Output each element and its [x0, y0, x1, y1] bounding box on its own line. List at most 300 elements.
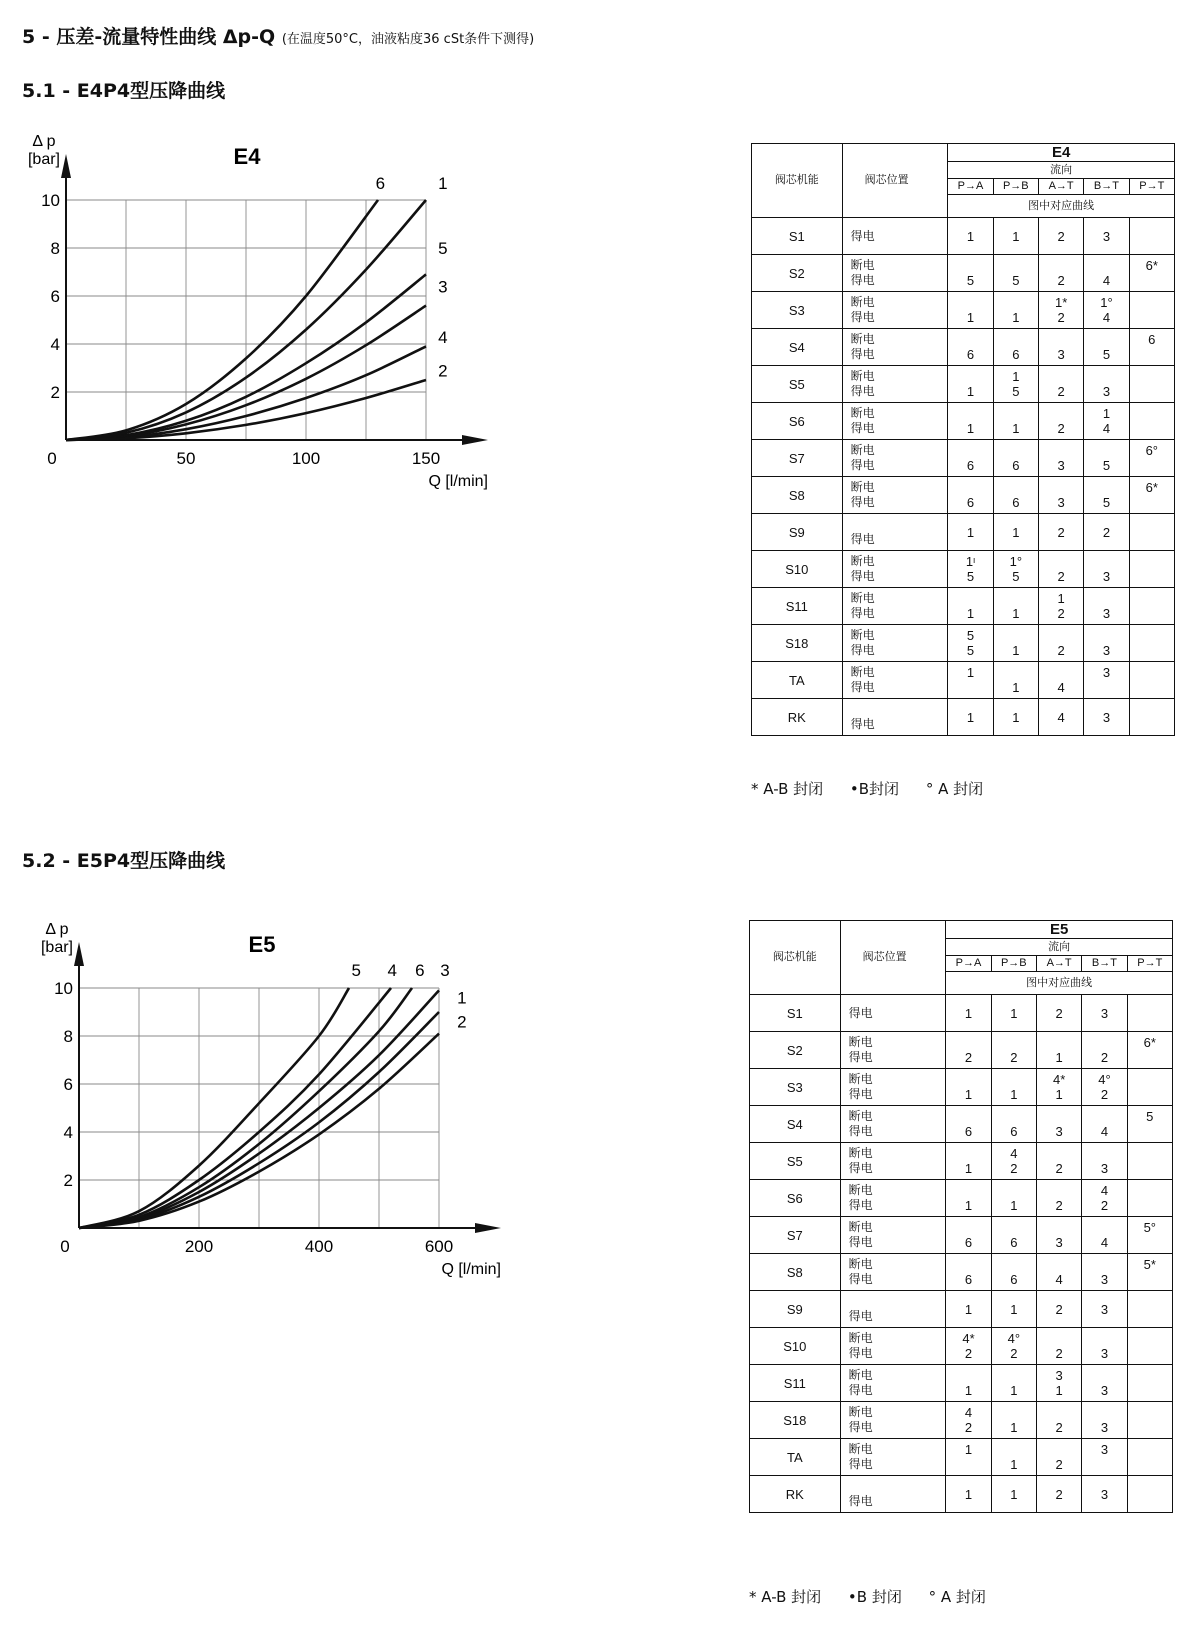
curve-number [948, 406, 992, 421]
curve-value [991, 1402, 1036, 1439]
spool-name: RK [750, 1476, 841, 1513]
curve-number: 1 [1057, 591, 1065, 606]
curve-value [1084, 699, 1129, 736]
position-label: 得电 [850, 643, 875, 657]
table-title: E5 [946, 921, 1173, 939]
curve-value [993, 292, 1038, 329]
header-direction: B→T [1082, 956, 1127, 972]
curve-value [946, 1402, 991, 1439]
spool-name: S6 [750, 1180, 841, 1217]
position-label: 得电 [850, 273, 875, 287]
table-row [752, 699, 1175, 736]
curve-number [1084, 443, 1128, 458]
position-label: 断电 [850, 665, 875, 679]
spool-name: S7 [750, 1217, 841, 1254]
curve-number [1084, 554, 1128, 569]
spool-position [842, 551, 948, 588]
curve-value [993, 662, 1038, 699]
curve-value [1084, 255, 1129, 292]
chart-title: E5 [248, 932, 276, 957]
curve-value [1127, 1476, 1172, 1513]
curve-number [1082, 1109, 1126, 1124]
curve-value [1082, 1476, 1127, 1513]
curve-number [1130, 273, 1174, 288]
curve-number: 6 [964, 1235, 973, 1250]
curve-number [948, 295, 992, 310]
footnote-a-closed: ° A 封闭 [925, 780, 984, 798]
curve-value [1127, 1365, 1172, 1402]
curve-number [946, 1220, 990, 1235]
curve-number: 3 [1102, 606, 1111, 621]
table-row [750, 1402, 1173, 1439]
curve-number [992, 1035, 1036, 1050]
curve-value [991, 1143, 1036, 1180]
spool-name: S2 [752, 255, 843, 292]
position-label: 得电 [848, 1050, 873, 1064]
table-row [752, 588, 1175, 625]
position-label: 断电 [848, 1220, 873, 1234]
curve-number [1037, 1442, 1081, 1457]
y-tick-label: 4 [63, 1123, 73, 1142]
curve-value [993, 403, 1038, 440]
spool-position [842, 366, 948, 403]
x-tick-label: 0 [47, 449, 57, 468]
curve-number [1084, 480, 1128, 495]
position-label: 断电 [848, 1405, 873, 1419]
position-label: 断电 [848, 1368, 873, 1382]
curve-value [993, 329, 1038, 366]
curve-number [946, 1457, 990, 1472]
curve-value [1036, 1291, 1081, 1328]
curve-value [991, 995, 1036, 1032]
spool-position [842, 699, 948, 736]
curve-value [991, 1365, 1036, 1402]
position-label: 得电 [848, 1457, 873, 1471]
curve-number [1037, 1035, 1081, 1050]
curve-value [1038, 255, 1083, 292]
y-tick-label: 6 [50, 287, 60, 306]
position-label: 得电 [848, 1346, 873, 1360]
curve-number: 4 [1057, 680, 1065, 695]
curve-number: 1 [1055, 1383, 1063, 1398]
spool-position [840, 1476, 946, 1513]
curve-number: 6 [1012, 495, 1020, 510]
position-label: 得电 [848, 1383, 873, 1397]
curve-value [1082, 995, 1127, 1032]
curve-number [948, 443, 992, 458]
spool-position [842, 477, 948, 514]
position-label [849, 1294, 946, 1309]
curve-value [1038, 514, 1083, 551]
curve-number: 6* [1145, 258, 1158, 273]
curve-value [1036, 1069, 1081, 1106]
curve-value [948, 514, 993, 551]
curve-number: 1 [964, 1005, 973, 1021]
curve-number: 3 [1055, 1124, 1063, 1139]
position-label: 断电 [850, 295, 875, 309]
spool-position [842, 662, 948, 699]
curve-label-2: 2 [438, 361, 448, 381]
curve-number: 3 [1102, 569, 1111, 584]
curve-number: 2 [1055, 1005, 1063, 1021]
curve-number: 4 [1102, 273, 1111, 288]
page-title [22, 22, 534, 49]
curve-number: 1 [1010, 1198, 1018, 1213]
curve-value [1129, 662, 1174, 699]
curve-number: 1 [966, 709, 975, 725]
curve-number: 3 [1100, 1301, 1109, 1317]
position-label: 得电 [850, 569, 875, 583]
position-label: 断电 [850, 628, 875, 642]
curve-number: 3 [1057, 458, 1065, 473]
curve-number [1037, 1109, 1081, 1124]
position-label: 得电 [850, 421, 875, 435]
footnote-ab-closed: * A-B 封闭 [751, 780, 824, 798]
position-label [851, 702, 948, 717]
curve-number: 6 [1010, 1124, 1018, 1139]
spool-position [842, 588, 948, 625]
curve-number: 3 [1102, 709, 1111, 725]
curve-value [1084, 329, 1129, 366]
curve-number [992, 1257, 1036, 1272]
spool-name: S10 [750, 1328, 841, 1365]
header-spool-position: 阀芯位置 [842, 144, 948, 218]
curve-value [1038, 403, 1083, 440]
spool-position [842, 514, 948, 551]
curve-value [1129, 366, 1174, 403]
header-direction: P→A [948, 179, 993, 195]
y-axis-unit: [bar] [27, 151, 61, 168]
curve-number [992, 1442, 1036, 1457]
position-label: 得电 [850, 384, 875, 398]
curve-value [1129, 329, 1174, 366]
curve-number: 6 [964, 1272, 973, 1287]
series-curve-5 [79, 988, 349, 1228]
footnote-b-closed: •B封闭 [849, 780, 900, 798]
curve-value [1127, 1032, 1172, 1069]
curve-number: 1° [1009, 554, 1023, 569]
spool-position [840, 1180, 946, 1217]
table-row [752, 329, 1175, 366]
curve-value [991, 1439, 1036, 1476]
curve-number: 2 [1102, 524, 1111, 540]
position-label: 断电 [848, 1072, 873, 1086]
curve-number: 6 [1010, 1235, 1018, 1250]
curve-number [1039, 369, 1083, 384]
table-row [750, 1180, 1173, 1217]
curve-number [994, 443, 1038, 458]
curve-value [948, 699, 993, 736]
table-row [750, 1106, 1173, 1143]
spool-position [840, 1143, 946, 1180]
curve-number: 6 [1012, 347, 1020, 362]
curve-value [991, 1106, 1036, 1143]
curve-number [1084, 680, 1128, 695]
curve-number [992, 1183, 1036, 1198]
curve-number [1037, 1405, 1081, 1420]
curve-number: 6 [964, 1124, 973, 1139]
curve-number [1130, 347, 1174, 362]
curve-value [1082, 1143, 1127, 1180]
curve-value [948, 366, 993, 403]
spool-position [840, 1365, 946, 1402]
curve-number [1039, 554, 1083, 569]
curve-value [991, 1476, 1036, 1513]
curve-number: 2 [964, 1420, 973, 1435]
curve-number: 2 [1057, 569, 1065, 584]
curve-number: 3 [1100, 1383, 1109, 1398]
curve-number [994, 628, 1038, 643]
e5-spool-table [749, 920, 1173, 1513]
curve-value [948, 329, 993, 366]
y-tick-label: 8 [63, 1027, 73, 1046]
table-row [752, 514, 1175, 551]
curve-value [1127, 1328, 1172, 1365]
spool-name: S4 [750, 1106, 841, 1143]
spool-name: S9 [752, 514, 843, 551]
curve-number: 6 [966, 495, 975, 510]
curve-number: 3 [1100, 1420, 1109, 1435]
table-row [752, 625, 1175, 662]
curve-number: 2 [1100, 1087, 1109, 1102]
spool-name: TA [752, 662, 843, 699]
curve-number: 2 [1100, 1198, 1109, 1213]
curve-value [991, 1069, 1036, 1106]
e4-spool-table [751, 143, 1175, 736]
curve-value [991, 1217, 1036, 1254]
position-label: 得电 [850, 606, 875, 620]
curve-number: 3 [1100, 1486, 1109, 1502]
curve-number: 4 [1055, 1272, 1063, 1287]
curve-number [946, 1146, 990, 1161]
curve-value [1129, 699, 1174, 736]
curve-value [1036, 1106, 1081, 1143]
curve-number: 1ᶦ [965, 554, 976, 569]
position-label: 得电 [848, 1087, 873, 1101]
curve-number: 4 [1010, 1146, 1018, 1161]
curve-value [1038, 329, 1083, 366]
spool-name: S8 [750, 1254, 841, 1291]
curve-value [948, 218, 993, 255]
x-tick-label: 200 [184, 1237, 214, 1256]
curve-number: 1 [1010, 1087, 1018, 1102]
curve-value [1082, 1254, 1127, 1291]
curve-value [1127, 1254, 1172, 1291]
x-axis-label: Q [l/min] [428, 473, 488, 490]
table-row [752, 551, 1175, 588]
curve-number: 2 [1057, 421, 1065, 436]
spool-name: S7 [752, 440, 843, 477]
spool-position [840, 1328, 946, 1365]
x-tick-label: 150 [411, 449, 441, 468]
curve-number [1037, 1257, 1081, 1272]
spool-name: TA [750, 1439, 841, 1476]
curve-value [1127, 1180, 1172, 1217]
x-tick-label: 600 [424, 1237, 454, 1256]
curve-number: 2 [1055, 1486, 1063, 1502]
x-tick-label: 0 [60, 1237, 70, 1256]
curve-value [1084, 292, 1129, 329]
position-label: 断电 [848, 1146, 873, 1160]
curve-number [994, 406, 1038, 421]
curve-number: 5° [1143, 1220, 1157, 1235]
curve-number [1039, 258, 1083, 273]
spool-name: S3 [750, 1069, 841, 1106]
position-label: 得电 [848, 1198, 873, 1212]
spool-position [840, 1254, 946, 1291]
curve-value [1038, 699, 1083, 736]
curve-number: 3 [1100, 1005, 1109, 1021]
curve-number [1037, 1220, 1081, 1235]
curve-value [1127, 1291, 1172, 1328]
table-row [752, 366, 1175, 403]
curve-label-1: 1 [438, 174, 448, 194]
curve-number: 5 [1102, 347, 1111, 362]
section-title-e4: 5.1 - E4P4型压降曲线 [22, 80, 226, 102]
curve-value [1038, 551, 1083, 588]
curve-number: 4° [1098, 1072, 1111, 1087]
table-row [750, 1365, 1173, 1402]
curve-number: 3 [1057, 347, 1065, 362]
curve-value [1036, 1143, 1081, 1180]
curve-number [1082, 1146, 1126, 1161]
curve-number: 5 [1012, 384, 1020, 399]
curve-value [1129, 625, 1174, 662]
curve-number: 2 [1100, 1050, 1109, 1065]
curve-number [948, 680, 992, 695]
curve-value [1129, 403, 1174, 440]
x-axis-label: Q [l/min] [441, 1261, 501, 1278]
position-label: 得电 [848, 1494, 873, 1508]
spool-position [840, 1217, 946, 1254]
curve-label-3: 3 [438, 277, 448, 297]
x-tick-label: 100 [291, 449, 321, 468]
header-direction: P→B [991, 956, 1036, 972]
curve-value [993, 477, 1038, 514]
y-axis-unit: [bar] [40, 939, 74, 956]
table-row [752, 662, 1175, 699]
spool-name: S8 [752, 477, 843, 514]
curve-number: 2 [1010, 1050, 1018, 1065]
position-label [851, 517, 948, 532]
spool-position [840, 1402, 946, 1439]
position-label: 断电 [850, 591, 875, 605]
spool-name: S5 [750, 1143, 841, 1180]
curve-value [1129, 292, 1174, 329]
curve-number [1082, 1220, 1126, 1235]
curve-value [1127, 995, 1172, 1032]
position-label [849, 1479, 946, 1494]
curve-label-6: 6 [375, 174, 386, 194]
curve-value [1036, 1217, 1081, 1254]
curve-number: 5 [966, 628, 975, 643]
curve-number: 1 [1012, 310, 1020, 325]
header-curve-note: 图中对应曲线 [946, 972, 1173, 995]
table-row [750, 1291, 1173, 1328]
curve-label-3: 3 [440, 961, 450, 980]
x-tick-label: 400 [304, 1237, 334, 1256]
spool-position [842, 218, 948, 255]
curve-number: 1 [964, 1442, 973, 1457]
table-row [750, 1439, 1173, 1476]
spool-name: S4 [752, 329, 843, 366]
table-row [750, 1217, 1173, 1254]
curve-number: 6 [966, 347, 975, 362]
curve-value [1129, 477, 1174, 514]
spool-position [840, 995, 946, 1032]
curve-number: 4° [1007, 1331, 1021, 1346]
curve-number: 3 [1102, 643, 1111, 658]
curve-value [946, 1032, 991, 1069]
curve-number [1130, 495, 1174, 510]
spool-name: S11 [752, 588, 843, 625]
curve-value [948, 625, 993, 662]
position-label: 得电 [848, 1272, 873, 1286]
curve-value [1127, 1069, 1172, 1106]
curve-number [1082, 1457, 1126, 1472]
curve-number: 1 [964, 1383, 973, 1398]
curve-value [1082, 1291, 1127, 1328]
y-tick-label: 2 [50, 383, 60, 402]
header-direction: A→T [1036, 956, 1081, 972]
curve-number [1128, 1272, 1172, 1287]
curve-value [1129, 440, 1174, 477]
curve-number [1039, 480, 1083, 495]
curve-value [946, 1439, 991, 1476]
curve-number: 1 [966, 310, 975, 325]
position-label: 得电 [850, 310, 875, 324]
curve-number: 2 [1057, 606, 1065, 621]
curve-value [1036, 995, 1081, 1032]
x-axis-arrow [462, 435, 488, 445]
spool-position [842, 440, 948, 477]
page-title-note: (在温度50°C，油液粘度36 cSt条件下测得) [281, 32, 535, 47]
e4-footnotes [751, 778, 1005, 799]
header-direction: P→A [946, 956, 991, 972]
position-label: 得电 [848, 1124, 873, 1138]
position-label: 断电 [850, 480, 875, 494]
curve-value [948, 292, 993, 329]
curve-number: 2 [1055, 1346, 1063, 1361]
chart-plot-area [41, 921, 501, 1278]
curve-value [946, 1069, 991, 1106]
spool-name: S1 [750, 995, 841, 1032]
curve-number: 3 [1102, 228, 1111, 244]
curve-number [948, 332, 992, 347]
curve-value [1129, 514, 1174, 551]
curve-number [1082, 1257, 1126, 1272]
curve-number: 6 [1012, 458, 1020, 473]
y-tick-label: 4 [50, 335, 60, 354]
y-axis-arrow [74, 942, 84, 966]
y-axis-label: Δ p [32, 133, 56, 150]
curve-value [993, 366, 1038, 403]
table-row [752, 403, 1175, 440]
header-spool-function: 阀芯机能 [750, 921, 841, 995]
curve-value [948, 440, 993, 477]
position-label: 断电 [848, 1442, 873, 1456]
position-label: 得电 [848, 1005, 873, 1020]
curve-number: 1 [1055, 1050, 1063, 1065]
curve-value [1036, 1365, 1081, 1402]
curve-number: 1 [1010, 1486, 1018, 1502]
curve-value [1084, 403, 1129, 440]
curve-number: 1 [1012, 369, 1020, 384]
curve-value [993, 514, 1038, 551]
curve-number: 6 [1148, 332, 1156, 347]
curve-value [1036, 1180, 1081, 1217]
curve-number [1082, 1368, 1126, 1383]
